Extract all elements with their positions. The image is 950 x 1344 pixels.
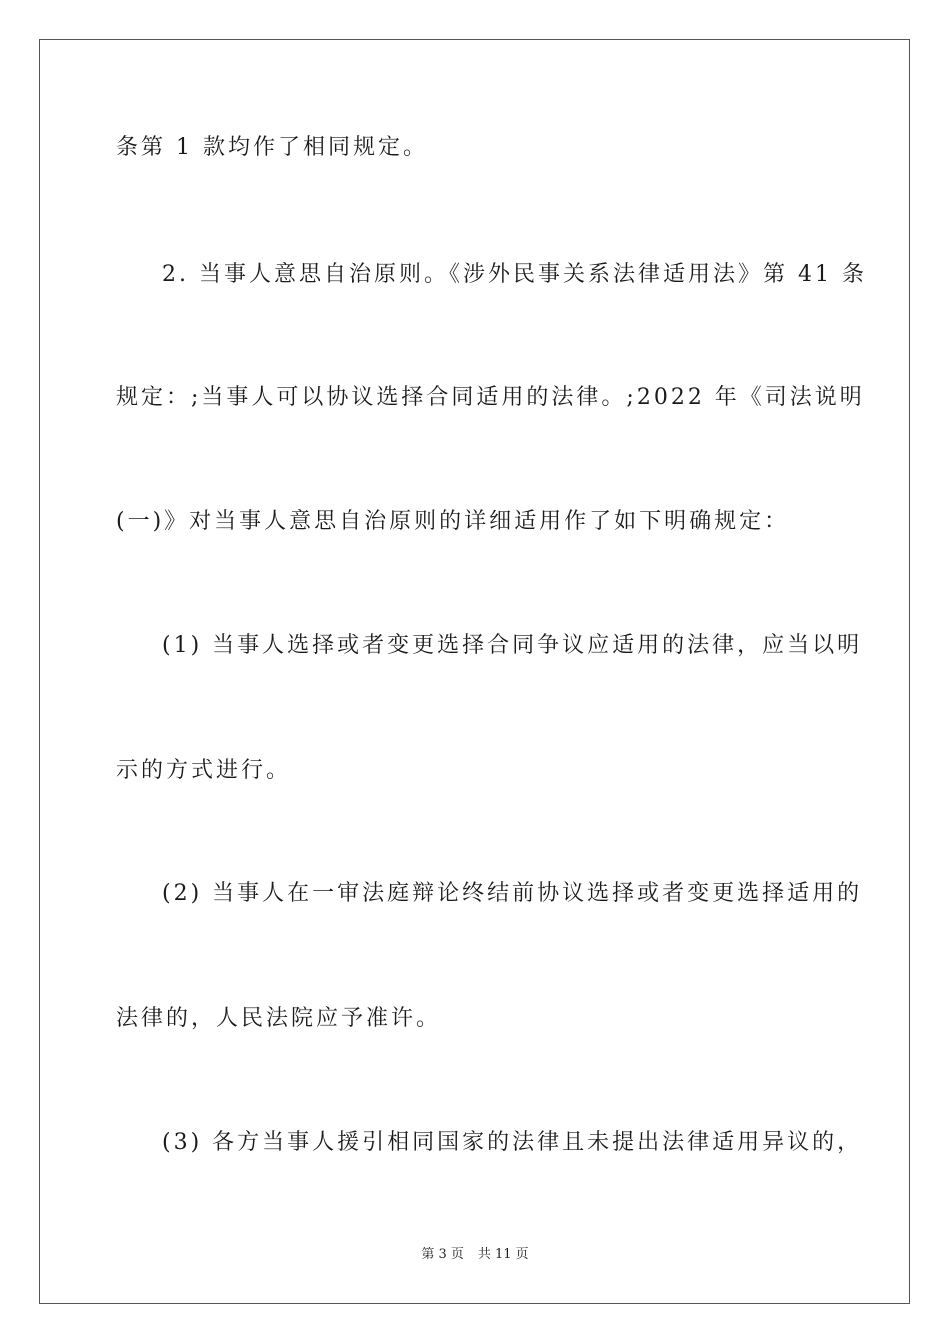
page-footer bbox=[0, 1246, 950, 1264]
page-total: 共 11 页 bbox=[477, 1247, 529, 1262]
page-border bbox=[39, 39, 910, 1304]
paragraph-line: 法律的，人民法院应予准许。 bbox=[116, 1006, 442, 1031]
paragraph-line: (3) 各方当事人援引相同国家的法律且未提出法律适用异议的， bbox=[162, 1130, 863, 1155]
paragraph-line: 条第 1 款均作了相同规定。 bbox=[116, 135, 428, 160]
page-number: 第 3 页 bbox=[421, 1247, 464, 1262]
paragraph-line: (一)》对当事人意思自治原则的详细适用作了如下明确规定： bbox=[116, 509, 790, 534]
paragraph-line: 2. 当事人意思自治原则。《涉外民事关系法律适用法》第 41 条 bbox=[162, 262, 867, 287]
paragraph-line: 规定：;当事人可以协议选择合同适用的法律。;2022 年《司法说明 bbox=[116, 385, 865, 410]
paragraph-line: 示的方式进行。 bbox=[116, 758, 292, 783]
paragraph-line: (1) 当事人选择或者变更选择合同争议应适用的法律，应当以明 bbox=[162, 633, 863, 658]
paragraph-line: (2) 当事人在一审法庭辩论终结前协议选择或者变更选择适用的 bbox=[162, 881, 863, 906]
